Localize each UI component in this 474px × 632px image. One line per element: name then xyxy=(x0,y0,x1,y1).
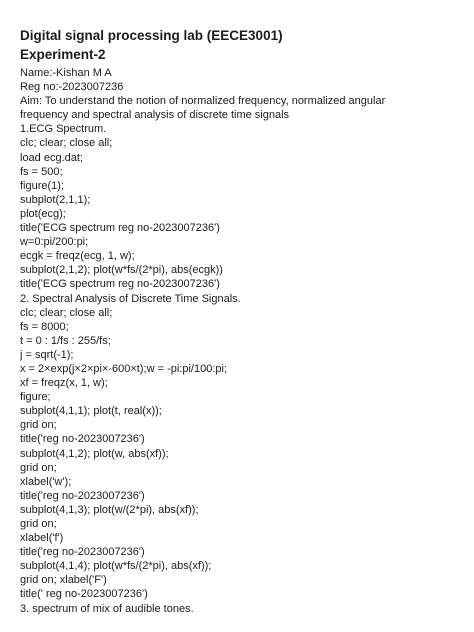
text-line: frequency and spectral analysis of discrete time signals xyxy=(20,109,290,122)
text-line: w=0:pi/200:pi; xyxy=(20,236,89,249)
text-line: j = sqrt(-1); xyxy=(20,348,74,361)
text-line: title('ECG spectrum reg no-2023007236') xyxy=(20,278,220,291)
text-line: t = 0 : 1/fs : 255/fs; xyxy=(20,334,111,347)
text-line: x = 2×exp(j×2×pi×-600×t);w = -pi:pi/100:pi; xyxy=(20,362,227,375)
text-line: title('reg no-2023007236') xyxy=(20,546,145,559)
text-line: Name:-Kishan M A xyxy=(20,67,112,79)
text-line: clc; clear; close all; xyxy=(20,306,113,319)
text-line: xlabel('w'); xyxy=(20,475,72,488)
text-line: ecgk = freqz(ecg, 1, w); xyxy=(20,250,135,263)
text-line: clc; clear; close all; xyxy=(20,137,113,150)
text-line: subplot(4,1,2); plot(w, abs(xf)); xyxy=(20,447,169,460)
text-line: fs = 8000; xyxy=(20,320,69,333)
text-line: fs = 500; xyxy=(20,165,63,178)
text-line: 2. Spectral Analysis of Discrete Time Signals. xyxy=(20,292,241,305)
text-line: 3. spectrum of mix of audible tones. xyxy=(20,602,194,615)
document-body xyxy=(20,66,454,616)
text-line: grid on; xlabel('F') xyxy=(20,574,107,587)
document-subtitle: Experiment-2 xyxy=(20,47,106,62)
text-line: grid on; xyxy=(20,419,57,432)
text-line: subplot(2,1,1); xyxy=(20,193,91,206)
text-line: subplot(4,1,3); plot(w/(2*pi), abs(xf)); xyxy=(20,503,199,516)
text-line: subplot(2,1,2); plot(w*fs/(2*pi), abs(ecgk)) xyxy=(20,264,223,277)
document-title: Digital signal processing lab (EECE3001) xyxy=(20,28,283,43)
text-line: subplot(4,1,1); plot(t, real(x)); xyxy=(20,405,162,418)
text-line: plot(ecg); xyxy=(20,207,66,220)
text-line: xlabel('f') xyxy=(20,532,64,545)
text-line: figure; xyxy=(20,391,51,404)
text-line: title('ECG spectrum reg no-2023007236') xyxy=(20,222,220,235)
text-line: subplot(4,1,4); plot(w*fs/(2*pi), abs(xf)); xyxy=(20,560,212,573)
text-line: xf = freqz(x, 1, w); xyxy=(20,377,108,390)
text-line: Reg no:-2023007236 xyxy=(20,81,124,94)
text-line: Aim: To understand the notion of normalized frequency, normalized angular xyxy=(20,95,386,108)
text-line: title('reg no-2023007236') xyxy=(20,489,145,502)
text-line: load ecg.dat; xyxy=(20,151,83,164)
text-line: title('reg no-2023007236') xyxy=(20,433,145,446)
text-line: grid on; xyxy=(20,518,57,530)
text-line: title(' reg no-2023007236') xyxy=(20,588,148,601)
text-line: figure(1); xyxy=(20,179,65,192)
text-line: 1.ECG Spectrum. xyxy=(20,123,107,136)
text-line: grid on; xyxy=(20,461,57,474)
